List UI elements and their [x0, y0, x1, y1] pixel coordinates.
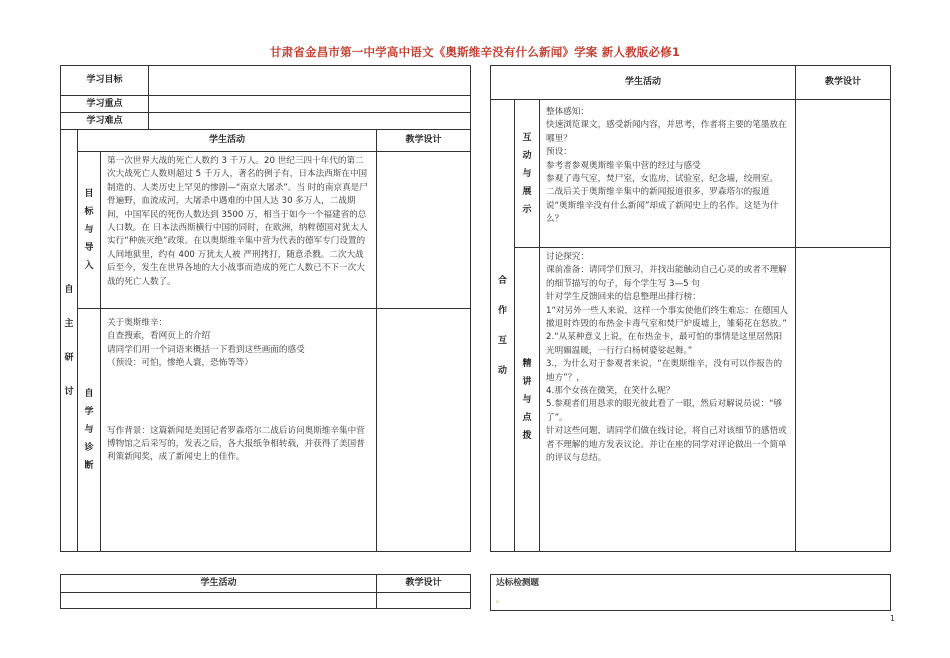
study-difficulty-cell — [149, 113, 471, 130]
bottom-right-table — [490, 574, 891, 611]
bottom-left-table — [60, 574, 471, 609]
col-header-design: 教学设计 — [377, 130, 471, 152]
col-header-design: 教学设计 — [796, 66, 891, 100]
section-text-intro: 第一次世界大战的死亡人数约 3 千万人。20 世纪三四十年代的第二次大战死亡人数则超过 5 千万人，著名的例子有，日本法西斯在中国制造的、人类历史上罕见的惨剧—“南京大屠杀”。当 时的南京真是尸骨遍野，血流成河，大屠杀中遇难的中国人达 30 多万人，二战期间，中国军民的死伤人数达到 3500 万，相当于如今一个福建省的总人口数。在 日本法西斯横行中国的同时，在欧洲，纳粹德国对犹太人实行“种族灭绝”政策。在以奥斯维辛集中营为代表的德军专门设置的人间地狱里，约有 400 万犹太人被 严刑拷打，随意杀戮。二次大战后至今，发生在世界各地的大小战事而造成的死亡人数已不下一次大战的死亡人数了。 — [101, 152, 377, 309]
section-design-intro — [377, 152, 471, 309]
col-header-design: 教学设计 — [377, 575, 471, 593]
section-design-display — [796, 100, 891, 248]
section-text-explain: 讨论探究： 课前准备：请同学们预习，并找出能触动自己心灵的或者不理解的细节描写的句子，每个学生写 3—5 句 针对学生反馈回来的信息整理出排行榜： 1“对另外一些人来说，这样一个事实使他们终生难忘：在德国人撤退时炸毁的布热金卡毒气室和焚尸炉废墟上，雏菊花在怒放。” 2.“从某种意义上说，在布热金卡，最可怕的事情是这里居然阳光明媚温暖，一行行白杨树婆娑起舞。” 3.，为什么对于参观者来说，“在奥斯维辛，没有可以作报告的地方”？， 4.那个女孩在微笑，在笑什么呢？ 5.参观者们用恳求的眼光彼此看了一眼，然后对解说员说：“够了”。 针对这些问题，请同学们做在线讨论，将自己对该细节的感悟或者不理解的地方发表议论。并让在座的同学对评论做出一个简单的评议与总结。 — [540, 248, 796, 552]
section-design-diagnosis — [377, 309, 471, 552]
section-label-intro: 目 标 与 导 入 — [78, 152, 101, 309]
section-label-explain: 精 讲 与 点 拨 — [515, 248, 540, 552]
page-title: 甘肃省金昌市第一中学高中语文《奥斯维辛没有什么新闻》学案 新人教版必修1 — [269, 45, 681, 59]
col-header-activity: 学生活动 — [78, 130, 377, 152]
section-label-diagnosis: 自 学 与 诊 断 — [78, 309, 101, 552]
section-label-display: 互 动 与 展 示 — [515, 100, 540, 248]
left-table — [60, 65, 471, 552]
study-goal-cell — [149, 66, 471, 96]
test-heading: 达标检测题 — [496, 578, 539, 588]
bottom-design-cell — [377, 593, 471, 609]
group-label-cooperation: 合 作 互 动 — [491, 100, 515, 552]
col-header-activity: 学生活动 — [61, 575, 377, 593]
study-key-cell — [149, 96, 471, 113]
study-key-label: 学习重点 — [61, 96, 149, 113]
col-header-activity: 学生活动 — [491, 66, 796, 100]
study-goal-label: 学习目标 — [61, 66, 149, 96]
right-table — [490, 65, 891, 552]
section-text-display: 整体感知： 快速浏览课文，感受新闻内容，并思考，作者将主要的笔墨放在哪里？ 预设： 参考者参观奥斯维辛集中营的经过与感受 参观了毒气室，焚尸室，女监房，试验室，纪念墙，绞刑室。 二战后关于奥斯维辛集中的新闻报道很多，罗森塔尔的报道说“奥斯维辛没有什么新闻”却成了新闻史上的名作。这是为什么？ — [540, 100, 796, 248]
page-number: 1 — [889, 614, 895, 623]
group-label-self-study: 自 主 研 讨 — [61, 130, 78, 552]
section-design-explain — [796, 248, 891, 552]
study-difficulty-label: 学习难点 — [61, 113, 149, 130]
test-mark: 。 — [496, 595, 505, 606]
test-cell — [491, 575, 891, 611]
bottom-activity-cell — [61, 593, 377, 609]
section-text-diagnosis: 关于奥斯维辛： 自查搜索，看网页上的介绍 请同学们用一个词语来概括一下看到这些画面的感受 （预设：可怕，惨绝人寰，恐怖等等） 写作背景：这篇新闻是美国记者罗森塔尔二战后访问奥斯维辛集中营博物馆之后采写的，发表之后，各大报纸争相转载，并获得了美国普利策新闻奖，成了新闻史上的佳作。 — [101, 309, 377, 552]
